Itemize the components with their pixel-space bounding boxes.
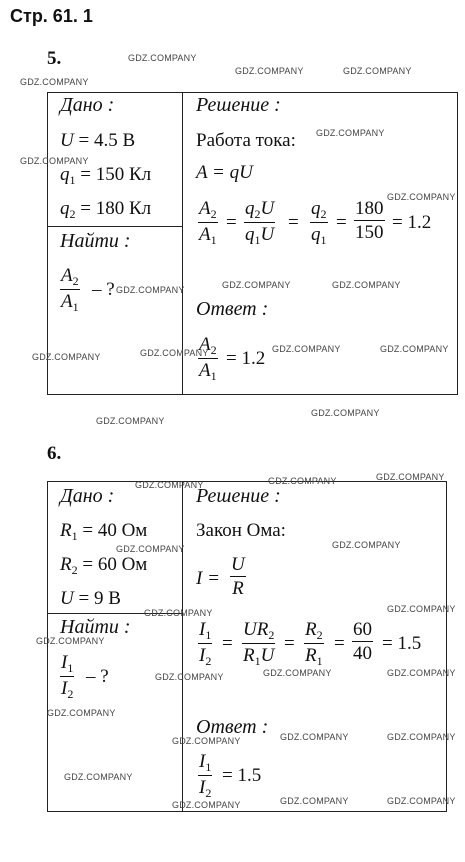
problem-5-number: 5.	[47, 48, 62, 69]
given-item: $R_1 = 40$ Ом	[60, 520, 148, 543]
watermark: GDZ.COMPANY	[343, 66, 412, 76]
watermark: GDZ.COMPANY	[47, 708, 116, 718]
watermark: GDZ.COMPANY	[235, 66, 304, 76]
ratio-ur: $UR_2$ $R_1U$	[243, 619, 275, 668]
ratio-i: $I_1$ $I_2$	[199, 619, 212, 668]
watermark: GDZ.COMPANY	[316, 128, 385, 138]
watermark: GDZ.COMPANY	[64, 772, 133, 782]
find-fraction: $A_2$ $A_1$	[61, 265, 79, 314]
ratio-qu: $q_2U$ $q_1U$	[245, 198, 275, 247]
equals-sign: =	[222, 633, 233, 654]
equals-sign: =	[334, 633, 345, 654]
watermark: GDZ.COMPANY	[116, 285, 185, 295]
solution-heading: Закон Ома:	[196, 520, 286, 541]
watermark: GDZ.COMPANY	[387, 604, 456, 614]
watermark: GDZ.COMPANY	[140, 348, 209, 358]
answer-result: = 1.2	[226, 348, 266, 369]
work-formula: A = qU	[196, 162, 253, 183]
given-item: U = 4.5 В	[60, 130, 136, 151]
watermark: GDZ.COMPANY	[387, 796, 456, 806]
given-item: U = 9 В	[60, 588, 121, 609]
watermark: GDZ.COMPANY	[263, 668, 332, 678]
equals-sign: =	[226, 212, 237, 233]
equals-sign: =	[288, 212, 299, 233]
find-fraction: $I_1$ $I_2$	[61, 652, 74, 701]
equals-sign: =	[284, 633, 295, 654]
ratio-r: $R_2$ $R_1$	[305, 619, 323, 668]
watermark: GDZ.COMPANY	[32, 352, 101, 362]
given-item: $R_2 = 60$ Ом	[60, 554, 148, 577]
watermark: GDZ.COMPANY	[387, 732, 456, 742]
watermark: GDZ.COMPANY	[222, 280, 291, 290]
ratio-q: $q_2$ $q_1$	[311, 198, 327, 247]
watermark: GDZ.COMPANY	[96, 416, 165, 426]
watermark: GDZ.COMPANY	[332, 280, 401, 290]
problem-6-divider	[182, 481, 183, 811]
solution-label: Решение :	[196, 94, 281, 116]
watermark: GDZ.COMPANY	[272, 344, 341, 354]
watermark: GDZ.COMPANY	[20, 156, 89, 166]
watermark: GDZ.COMPANY	[116, 544, 185, 554]
given-item: $q_2 = 180$ Кл	[60, 198, 152, 221]
watermark: GDZ.COMPANY	[332, 540, 401, 550]
find-label: Найти :	[60, 230, 131, 252]
answer-fraction: $A_2$ $A_1$	[199, 334, 217, 383]
given-label: Дано :	[60, 94, 115, 116]
watermark: GDZ.COMPANY	[280, 732, 349, 742]
problem-5-given-divider	[47, 226, 182, 227]
equals-sign: =	[336, 212, 347, 233]
watermark: GDZ.COMPANY	[20, 77, 89, 87]
answer-fraction: $I_1$ $I_2$	[199, 751, 212, 800]
find-suffix: – ?	[86, 666, 109, 687]
answer-label: Ответ :	[196, 298, 269, 320]
watermark: GDZ.COMPANY	[376, 472, 445, 482]
watermark: GDZ.COMPANY	[172, 736, 241, 746]
ohm-formula-lhs: I =	[196, 568, 220, 589]
find-suffix: – ?	[92, 279, 115, 300]
watermark: GDZ.COMPANY	[387, 668, 456, 678]
ratio-a: $A_2$ $A_1$	[199, 198, 217, 247]
watermark: GDZ.COMPANY	[155, 672, 224, 682]
ratio-result: = 1.5	[382, 633, 422, 654]
watermark: GDZ.COMPANY	[311, 408, 380, 418]
given-item: $q_1 = 150$ Кл	[60, 164, 152, 187]
ratio-numbers: 60 40	[353, 619, 372, 664]
problem-6-number: 6.	[47, 443, 62, 464]
watermark: GDZ.COMPANY	[135, 480, 204, 490]
watermark: GDZ.COMPANY	[380, 344, 449, 354]
ratio-result: = 1.2	[392, 212, 432, 233]
watermark: GDZ.COMPANY	[387, 192, 456, 202]
solution-heading: Работа тока:	[196, 130, 296, 151]
given-label: Дано :	[60, 485, 115, 507]
watermark: GDZ.COMPANY	[36, 636, 105, 646]
ratio-numbers: 180 150	[355, 198, 384, 243]
ohm-formula-fraction: U R	[231, 554, 245, 599]
watermark: GDZ.COMPANY	[280, 796, 349, 806]
watermark: GDZ.COMPANY	[144, 608, 213, 618]
answer-label: Ответ :	[196, 716, 269, 738]
solution-label: Решение :	[196, 485, 281, 507]
answer-result: = 1.5	[222, 765, 262, 786]
watermark: GDZ.COMPANY	[268, 476, 337, 486]
watermark: GDZ.COMPANY	[128, 53, 197, 63]
find-label: Найти :	[60, 616, 131, 638]
watermark: GDZ.COMPANY	[172, 800, 241, 810]
page-header: Стр. 61. 1	[10, 6, 93, 26]
